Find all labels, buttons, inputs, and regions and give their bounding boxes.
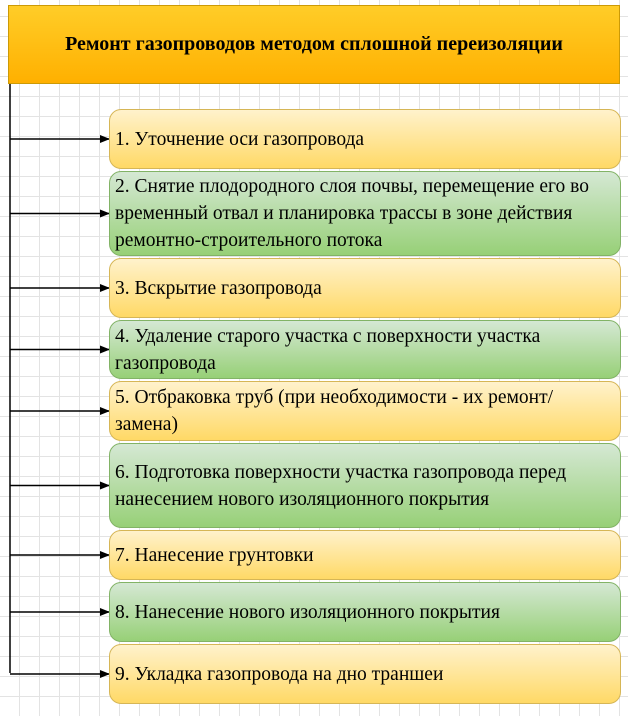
step-label-5: 5. Отбраковка труб (при необходимости - их ремонт/замена) bbox=[115, 387, 554, 435]
step-box-1[interactable] bbox=[109, 109, 621, 169]
step-box-3[interactable] bbox=[109, 258, 621, 318]
step-box-2[interactable] bbox=[109, 171, 621, 256]
step-label-7: 7. Нанесение грунтовки bbox=[115, 544, 314, 566]
step-label-9: 9. Укладка газопровода на дно траншеи bbox=[115, 663, 444, 685]
step-box-6[interactable] bbox=[109, 443, 621, 528]
step-box-5[interactable] bbox=[109, 381, 621, 441]
step-box-8[interactable] bbox=[109, 582, 621, 642]
step-label-1: 1. Уточнение оси газопровода bbox=[115, 128, 365, 150]
step-box-9[interactable] bbox=[109, 644, 621, 704]
step-label-2: 2. Снятие плодородного слоя почвы, перемещение его во временный отвал и планировка трассы в зоне действия ремонтно-строительного потока bbox=[115, 176, 589, 251]
diagram-title: Ремонт газопроводов методом сплошной переизоляции bbox=[65, 33, 563, 55]
step-label-3: 3. Вскрытие газопровода bbox=[115, 277, 322, 299]
step-box-7[interactable] bbox=[109, 530, 621, 580]
step-label-6: 6. Подготовка поверхности участка газопровода перед нанесением нового изоляционного покрытия bbox=[115, 461, 567, 510]
step-box-4[interactable] bbox=[109, 320, 621, 379]
step-label-4: 4. Удаление старого участка с поверхности участка газопровода bbox=[115, 325, 541, 374]
step-label-8: 8. Нанесение нового изоляционного покрытия bbox=[115, 601, 500, 623]
